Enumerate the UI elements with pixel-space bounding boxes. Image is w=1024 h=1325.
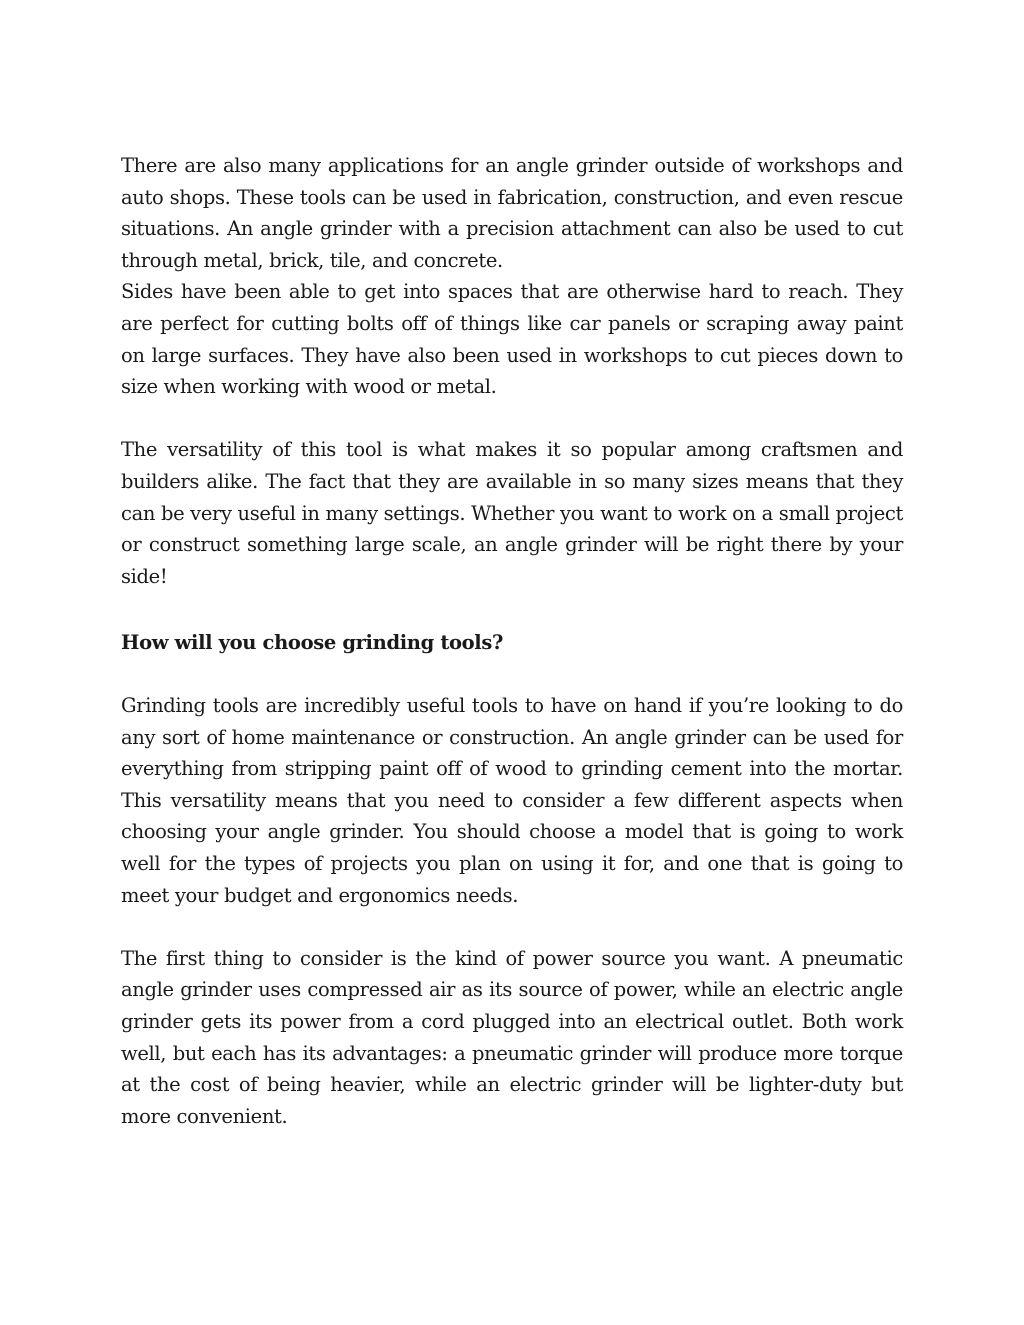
paragraph-power-source: The first thing to consider is the kind of power source you want. A pneumatic angle grinder uses compressed air as its source of power, while an electric angle grinder gets its power from a cord plugged into an electrical outlet. Both work well, but each has its advantages: a pneumatic grinder will produce more torque at the cost of being heavier, while an electric grinder will be lighter-duty but more convenient. <box>121 946 903 1128</box>
paragraph-sides: Sides have been able to get into spaces that are otherwise hard to reach. They are perfect for cutting bolts off of things like car panels or scraping away paint on large surfaces. They have also been used in workshops to cut pieces down to size when working with wood or metal. <box>121 280 903 399</box>
section-heading: How will you choose grinding tools? <box>121 630 504 654</box>
paragraph-applications: There are also many applications for an angle grinder outside of workshops and auto shops. These tools can be used in fabrication, construction, and even rescue situations. An angle grinder with a precision attachment can also be used to cut through metal, brick, tile, and concrete. <box>121 154 903 272</box>
paragraph-grinding-tools: Grinding tools are incredibly useful tools to have on hand if you’re looking to do any sort of home maintenance or construction. An angle grinder can be used for everything from stripping paint off of wood to grinding cement into the mortar. This versatility means that you need to consider a few different aspects when choosing your angle grinder. You should choose a model that is going to work well for the types of projects you plan on using it for, and one that is going to meet your budget and ergonomics needs. <box>121 694 903 907</box>
paragraph-gap <box>121 659 903 691</box>
paragraph-gap <box>121 911 903 943</box>
document-body <box>121 150 903 1132</box>
paragraph-gap <box>121 403 903 435</box>
paragraph-gap <box>121 592 903 624</box>
paragraph-versatility: The versatility of this tool is what makes it so popular among craftsmen and builders alike. The fact that they are available in so many sizes means that they can be very useful in many settings. Whether you want to work on a small project or construct something large scale, an angle grinder will be right there by your side! <box>121 438 903 588</box>
